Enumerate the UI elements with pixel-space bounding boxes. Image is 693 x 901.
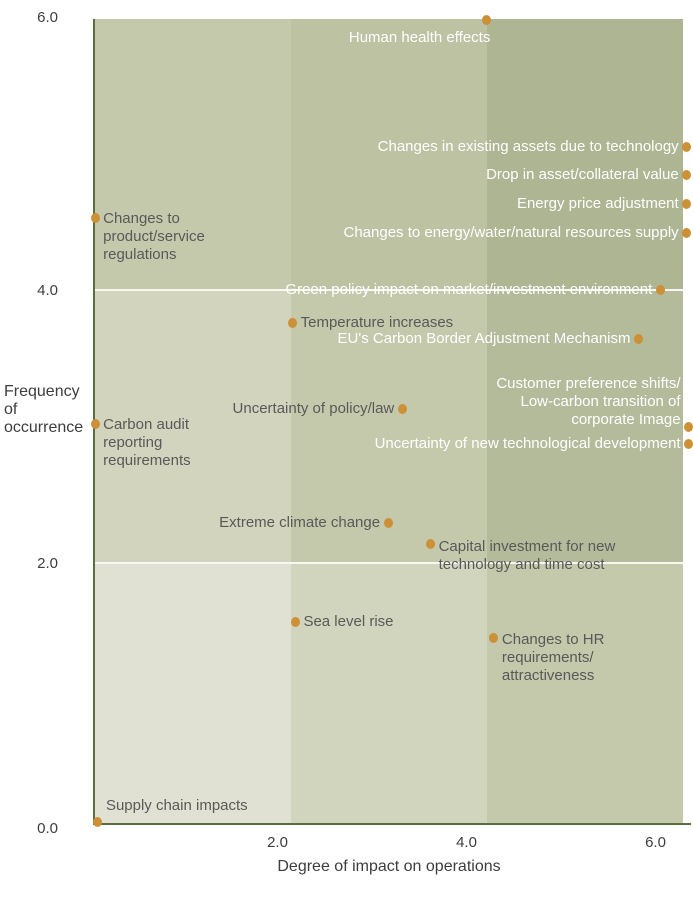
data-point-customer-preference-shifts-low-carbon-transition [684, 422, 693, 432]
data-point-human-health-effects [482, 15, 491, 25]
data-point-label-eus-carbon-border-adjustment-mechanism: EU's Carbon Border Adjustment Mechanism [337, 330, 631, 348]
data-point-changes-in-existing-assets-due-to-technology [682, 142, 691, 152]
data-point-label-human-health-effects: Human health effects [348, 28, 491, 46]
x-tick-label: 2.0 [267, 834, 288, 851]
data-point-label-capital-investment-for-new-technology-and-time-cost: Capital investment for new technology and time cost [438, 537, 616, 573]
data-point-sea-level-rise [291, 617, 300, 627]
y-axis-title-line: occurrence [4, 419, 84, 436]
data-point-label-changes-to-product-service-regulations: Changes to product/service regulations [103, 209, 205, 263]
data-point-label-customer-preference-shifts-low-carbon-transition: Customer preference shifts/ Low-carbon transition of corporate Image [496, 374, 681, 428]
data-point-changes-to-energy-water-natural-resources-supply [682, 228, 691, 238]
data-point-label-green-policy-impact-on-market-investment-environment: Green policy impact on market/investment environment [285, 281, 653, 298]
y-axis-title-line: of [4, 401, 18, 418]
data-point-label-supply-chain-impacts: Supply chain impacts [105, 797, 248, 815]
quadrant-cell-r3c3 [487, 563, 683, 823]
data-point-label-temperature-increases: Temperature increases [300, 313, 454, 331]
x-tick-label: 6.0 [645, 834, 666, 851]
x-axis-title: Degree of impact on operations [277, 858, 501, 875]
data-point-changes-to-product-service-regulations [91, 213, 100, 223]
data-point-extreme-climate-change [384, 518, 393, 528]
data-point-label-extreme-climate-change: Extreme climate change [219, 514, 381, 532]
data-point-label-sea-level-rise: Sea level rise [303, 612, 394, 630]
data-point-uncertainty-of-policy-law [398, 404, 407, 414]
data-point-energy-price-adjustment [682, 199, 691, 209]
y-axis-title [4, 383, 83, 437]
y-tick-label: 0.0 [37, 820, 58, 837]
data-point-label-changes-in-existing-assets-due-to-technology: Changes in existing assets due to technology [377, 137, 679, 155]
quadrant-cell-r3c2 [291, 563, 487, 823]
data-point-green-policy-impact-on-market-investment-environment [656, 285, 665, 295]
data-point-label-drop-in-asset-collateral-value: Drop in asset/collateral value [486, 166, 679, 184]
x-tick-label: 4.0 [456, 834, 477, 851]
data-point-label-carbon-audit-reporting-requirements: Carbon audit reporting requirements [103, 415, 191, 469]
y-axis-title-line: Frequency [4, 383, 80, 400]
data-point-capital-investment-for-new-technology-and-time-cost [426, 539, 435, 549]
data-point-label-uncertainty-of-policy-law: Uncertainty of policy/law [232, 399, 395, 417]
data-point-temperature-increases [288, 318, 297, 328]
y-tick-label: 4.0 [37, 282, 58, 299]
quadrant-cell-r3c1 [95, 563, 291, 823]
data-point-carbon-audit-reporting-requirements [91, 419, 100, 429]
y-tick-label: 2.0 [37, 555, 58, 572]
data-point-supply-chain-impacts [93, 817, 102, 827]
data-point-label-changes-to-hr-requirements-attractiveness: Changes to HR requirements/ attractiveness [501, 631, 605, 685]
data-point-uncertainty-of-new-technological-development [684, 439, 693, 449]
x-axis-line [93, 823, 691, 825]
data-point-drop-in-asset-collateral-value [682, 170, 691, 180]
data-point-label-energy-price-adjustment: Energy price adjustment [516, 195, 679, 212]
data-point-label-uncertainty-of-new-technological-development: Uncertainty of new technological development [374, 435, 681, 453]
y-tick-label: 6.0 [37, 9, 58, 26]
data-point-label-changes-to-energy-water-natural-resources-supply: Changes to energy/water/natural resources supply [343, 223, 679, 241]
